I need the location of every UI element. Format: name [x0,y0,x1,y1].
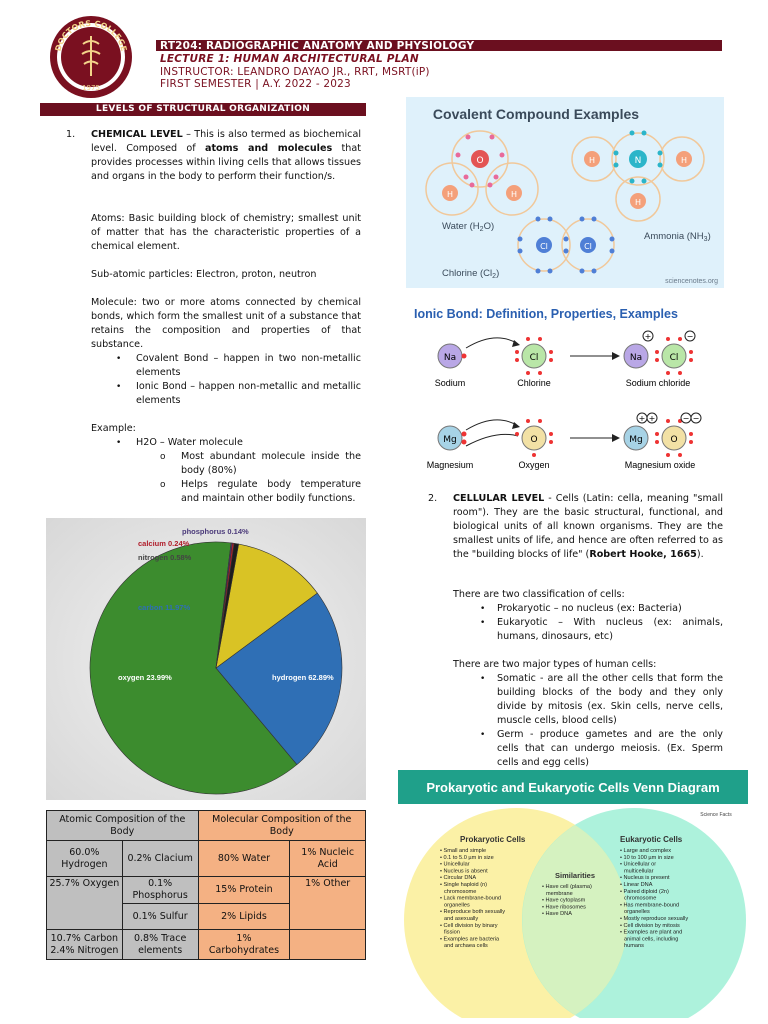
somatic-item: Somatic - are all the other cells that form the building blocks of the body and they only divide by mitosis (ex. Skin cells, nerve cells, muscle cells, blood cells) [497,673,723,726]
instructor: INSTRUCTOR: LEANDRO DAYAO JR., RRT, MSRT(iP) [160,66,430,78]
pie-label-calcium: calcium 0.24% [138,539,190,548]
pie-label-carbon: carbon 11.97% [138,603,191,612]
eukaryotic-title: Eukaryotic Cells [620,835,683,844]
eukaryotic-list-item: • Has membrane-bound [620,902,680,909]
prokaryotic-list-item: organelles [444,902,470,909]
svg-text:Cl: Cl [669,353,679,363]
table-cell: 10.7% Carbon 2.4% Nitrogen [47,930,123,960]
section-title: LEVELS OF STRUCTURAL ORGANIZATION [40,103,366,116]
oxygen-label: Oxygen [518,460,550,470]
prokaryotic-list-item: • Nucleus is absent [440,868,488,875]
prokaryotic-list-item: and asexually [444,916,479,922]
venn-title: Prokaryotic and Eukaryotic Cells Venn Diagram [426,780,720,795]
similarity-list-item: membrane [546,890,573,897]
table-cell: 0.2% Clacium [122,841,198,877]
svg-text:H: H [446,190,454,199]
eukaryotic-list-item: animal cells, including [624,936,679,943]
figure-credit: sciencenotes.org [665,278,718,285]
eukaryotic-list-item: • Examples are plant and [620,929,683,936]
germ-item: Germ - produce gametes and are the only cells that can undergo meiosis. (Ex. Sperm cells and egg cells) [497,729,723,768]
table-cell: 80% Water [198,841,290,877]
prokaryotic-list-item: • Cell division by binary [440,922,498,929]
prokaryotic-list-item: • Unicellular [440,861,470,868]
molecular-header: Molecular Composition of the Body [198,811,365,841]
covalent-compound-figure [406,97,724,288]
body-composition-pie-chart [46,518,366,800]
eukaryotic-item: Eukaryotic – With nucleus (ex: animals, humans, dinosaurs, etc) [497,617,723,642]
eukaryotic-list-item: • Nucleus is present [620,875,670,882]
covalent-bond-item: Covalent Bond – happen in two non-metallic elements [136,353,361,378]
svg-text:+: + [644,332,652,341]
pie-label-oxygen: oxygen 23.99% [118,673,172,682]
svg-text:Cl: Cl [529,353,539,363]
venn-brand: Science Facts [700,812,732,818]
svg-text:O: O [530,435,538,445]
ionic-bond-item: Ionic Bond – happen non-metallic and metallic elements [136,381,361,406]
pie-label-nitrogen: nitrogen 0.58% [138,553,192,562]
svg-text:Na: Na [629,353,643,363]
eukaryotic-list-item: • Large and complex [620,848,672,854]
covalent-title: Covalent Compound Examples [432,106,640,122]
water-molecule-item: H2O – Water molecule [136,437,243,448]
seal-text-top: DOCTORS COLLEGE [53,18,129,53]
table-cell: 25.7% Oxygen [47,877,123,930]
sodium-chloride-label: Sodium chloride [625,378,691,388]
eukaryotic-list-item: • 10 to 100 µm in size [620,854,674,861]
svg-text:−: − [692,414,700,423]
svg-text:H: H [634,198,642,207]
atoms-definition: Atoms: Basic building block of chemistry; smallest unit of matter that has the characteristic properties of a chemical element. [91,213,361,252]
eukaryotic-list-item: multicellular [624,868,654,875]
cellular-intro: CELLULAR LEVEL - Cells (Latin: cella, meaning "small room"). They are the basic structural, functional, and biological units of all known organisms. They are the smallest units of life, and hence are often referred to as the "building blocks of life" (Robert Hooke, 1665). [453,493,724,560]
water-fact-1: Most abundant molecule inside the body (80%) [181,451,361,476]
svg-text:N: N [634,156,642,166]
chemical-heading: CHEMICAL LEVEL [91,129,183,140]
prokaryotic-list-item: fission [444,929,460,936]
cellular-number: 2. [428,493,438,504]
eukaryotic-list-item: • Linear DNA [620,882,653,888]
seal-year: 1975 [82,84,100,92]
prokaryotic-list-item: • Reproduce both sexually [440,909,506,916]
ionic-title: Ionic Bond: Definition, Properties, Examples [414,307,678,321]
similarity-list-item: • Have ribosomes [542,904,586,911]
svg-text:−: − [686,332,694,341]
table-cell: 1% Nucleic Acid [290,841,366,877]
svg-text:−: − [682,414,690,423]
table-cell: 0.1% Sulfur [122,904,198,930]
table-cell: 0.1% Phosphorus [122,877,198,904]
eukaryotic-list-item: • Paired diploid (2n) [620,888,669,895]
prokaryotic-list-item: • Circular DNA [440,875,477,882]
prokaryotic-item: Prokaryotic – no nucleus (ex: Bacteria) [497,603,682,614]
subatomic-particles: Sub-atomic particles: Electron, proton, neutron [91,269,317,280]
classification-label: There are two classification of cells: [453,589,625,600]
molecule-definition: Molecule: two or more atoms connected by chemical bonds, which form the smallest unit of a substance that retains the composition and properties of that substance. [91,297,361,350]
eukaryotic-list-item: humans [624,943,644,950]
svg-text:+: + [638,414,646,423]
types-label: There are two major types of human cells: [453,659,657,670]
magnesium-label: Magnesium [426,460,474,470]
venn-diagram-figure [398,770,748,1018]
ammonia-label: Ammonia $(NH_3)$ [644,231,711,243]
svg-text:H: H [588,156,596,165]
example-label: Example: [91,423,136,434]
svg-text:Cl: Cl [540,242,548,251]
prokaryotic-list-item: • Examples are bacteria [440,936,500,943]
similarity-list-item: • Have cytoplasm [542,897,586,904]
eukaryotic-list-item: • Cell division by mitosis [620,922,680,929]
svg-text:H: H [510,190,518,199]
prokaryotic-list-item: chromosome [444,888,477,895]
table-cell [290,930,366,960]
pie-label-hydrogen: hydrogen 62.89% [272,673,334,682]
chemical-number: 1. [66,129,76,140]
cellular-heading: CELLULAR LEVEL [453,493,545,504]
chlorine-label: Chlorine $(Cl_2)$ [442,268,500,280]
chlorine-label: Chlorine [517,378,551,388]
similarities-title: Similarities [554,871,596,880]
table-cell: 2% Lipids [198,904,290,930]
svg-text:+: + [648,414,656,423]
similarity-list-item: • Have cell (plasma) [542,884,592,890]
eukaryotic-list-item: organelles [624,909,650,916]
prokaryotic-list-item: • Lack membrane-bound [440,895,502,902]
svg-text:Mg: Mg [629,435,643,445]
svg-text:O: O [476,156,484,166]
semester: FIRST SEMESTER | A.Y. 2022 - 2023 [160,78,351,90]
eukaryotic-list-item: • Mostly reproduce sexually [620,916,689,922]
ionic-bond-figure [410,300,726,478]
svg-text:Cl: Cl [584,242,592,251]
prokaryotic-list-item: • 0.1 to 5.0 µm in size [440,854,494,861]
lecture-title: LECTURE 1: HUMAN ARCHITECTURAL PLAN [160,53,419,65]
table-cell: 0.8% Trace elements [122,930,198,960]
svg-text:H: H [680,156,688,165]
eukaryotic-list-item: chromosome [624,895,657,902]
course-title: RT204: RADIOGRAPHIC ANATOMY AND PHYSIOLOGY [160,40,475,52]
prokaryotic-list-item: and archaea cells [444,943,488,950]
atomic-header: Atomic Composition of the Body [47,811,199,841]
pie-label-phosphorus: phosphorus 0.14% [182,527,249,536]
college-seal [48,14,134,100]
composition-table [46,810,366,960]
prokaryotic-title: Prokaryotic Cells [460,835,526,844]
prokaryotic-list-item: • Single haploid (n) [440,882,488,888]
svg-text:Mg: Mg [443,435,457,445]
prokaryotic-list-item: • Small and simple [440,848,487,854]
magnesium-oxide-label: Magnesium oxide [624,460,696,470]
chemical-intro: CHEMICAL LEVEL – This is also termed as biochemical level. Composed of atoms and molecules that provides processes within living cells that allows tissues and organs in the body to perform their function/s. [91,129,361,182]
sodium-label: Sodium [434,378,466,388]
water-label: Water $(H_2O)$ [442,221,495,233]
table-cell: 15% Protein [198,877,290,904]
svg-text:Na: Na [443,353,457,363]
eukaryotic-list-item: • Unicellular or [620,861,657,868]
table-cell: 60.0% Hydrogen [47,841,123,877]
table-cell: 1% Carbohydrates [198,930,290,960]
svg-text:O: O [670,435,678,445]
similarity-list-item: • Have DNA [542,911,572,918]
table-cell: 1% Other [290,877,366,930]
water-fact-2: Helps regulate body temperature and maintain other bodily functions. [181,479,361,504]
